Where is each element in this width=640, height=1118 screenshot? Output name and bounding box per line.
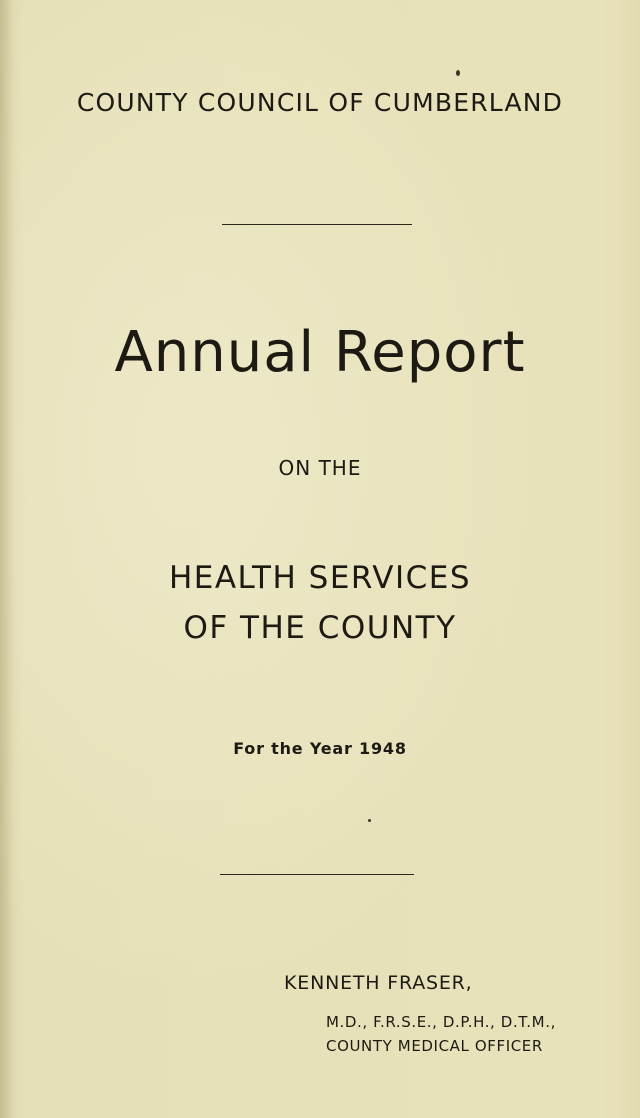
spine-shadow — [0, 0, 14, 1118]
author-name: KENNETH FRASER, — [284, 972, 473, 994]
subject-line-1: HEALTH SERVICES — [168, 560, 472, 596]
council-heading: COUNTY COUNCIL OF CUMBERLAND — [76, 88, 564, 117]
author-qualifications: M.D., F.R.S.E., D.P.H., D.T.M., — [326, 1013, 556, 1031]
author-role: COUNTY MEDICAL OFFICER — [326, 1037, 543, 1055]
top-divider — [222, 224, 412, 225]
subject-line-2: OF THE COUNTY — [183, 610, 457, 646]
ink-speck — [368, 819, 371, 822]
report-period: For the Year 1948 — [233, 739, 407, 758]
ink-speck — [456, 70, 460, 76]
subtitle-connector: ON THE — [278, 456, 362, 480]
report-title: Annual Report — [114, 320, 526, 385]
bottom-divider — [220, 874, 414, 875]
